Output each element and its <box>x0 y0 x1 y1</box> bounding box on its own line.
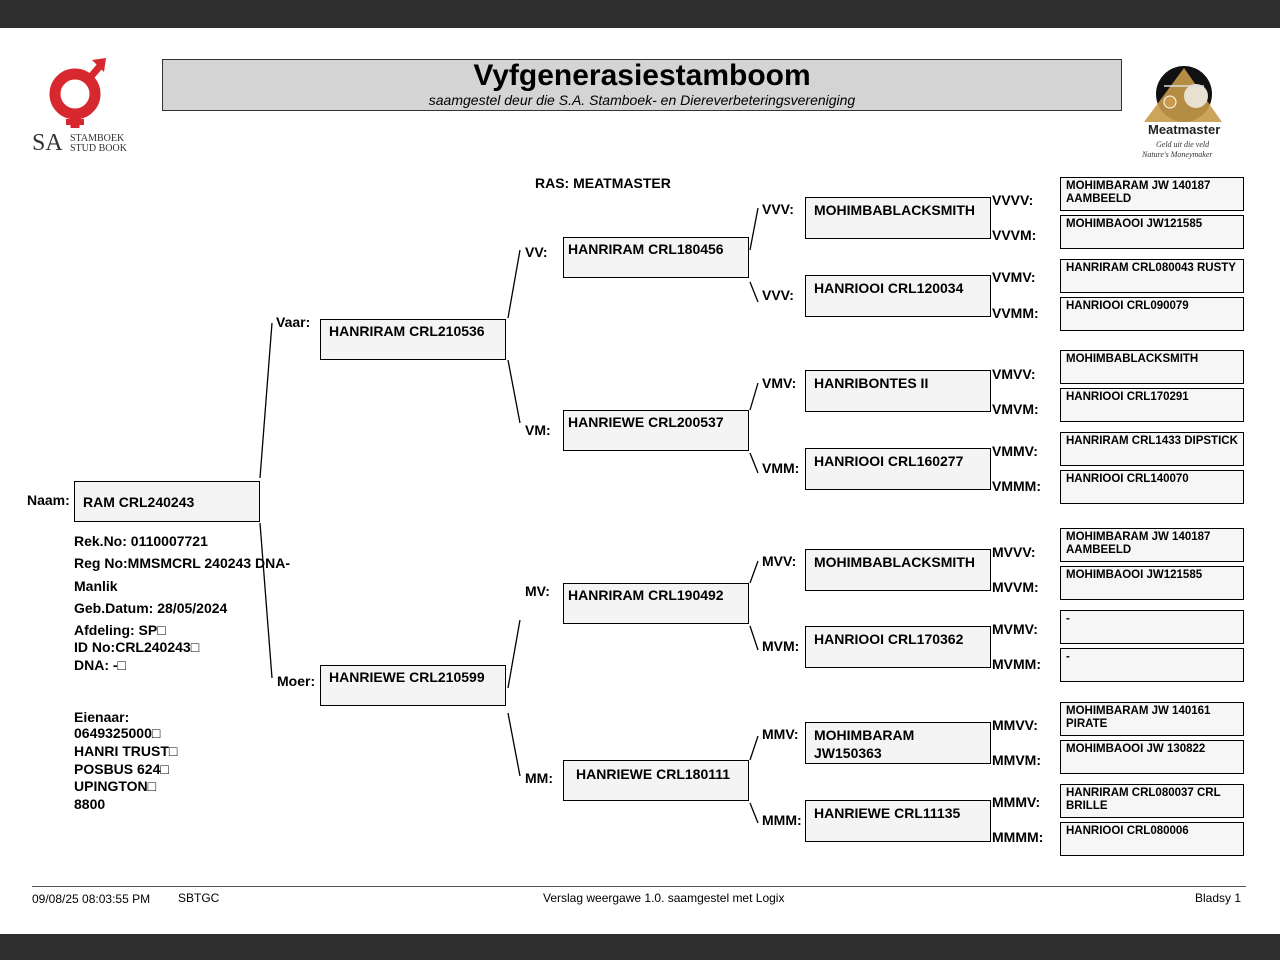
gen3-label: MVV: <box>762 553 797 569</box>
gen3-label: MMV: <box>762 726 799 742</box>
gen2-label: VM: <box>525 422 551 438</box>
gen4-label: MMVM: <box>992 752 1041 768</box>
owner-line: HANRI TRUST□ <box>74 743 178 759</box>
gen4-box: MOHIMBAOOI JW 130822 <box>1060 740 1244 774</box>
dam-box: HANRIEWE CRL210599 <box>320 665 506 706</box>
gen4-label: VVVV: <box>992 192 1034 208</box>
footer-page-number: Bladsy 1 <box>1195 891 1242 905</box>
sire-label: Vaar: <box>276 314 311 330</box>
gen4-box: MOHIMBARAM JW 140161 PIRATE <box>1060 702 1244 736</box>
sex: Manlik <box>74 578 118 594</box>
gen2-box: HANRIRAM CRL190492 <box>563 583 749 624</box>
gen4-box: MOHIMBAOOI JW121585 <box>1060 566 1244 600</box>
department: Afdeling: SP□ <box>74 622 166 638</box>
animal-name-box: RAM CRL240243 <box>74 481 260 522</box>
footer-divider <box>32 886 1246 887</box>
gen2-label: VV: <box>525 244 548 260</box>
gen4-box: MOHIMBABLACKSMITH <box>1060 350 1244 384</box>
gen2-box: HANRIEWE CRL180111 <box>563 760 749 801</box>
gen3-box <box>805 722 991 764</box>
gen4-label: MVMV: <box>992 621 1038 637</box>
gen3-box: HANRIOOI CRL160277 <box>805 448 991 490</box>
gen4-box: HANRIOOI CRL080006 <box>1060 822 1244 856</box>
sa-logo-line2: STUD BOOK <box>70 143 127 154</box>
gen4-label: MMVV: <box>992 717 1038 733</box>
page-subtitle: saamgestel deur die S.A. Stamboek- en Diereverbeteringsvereniging <box>428 92 856 108</box>
rek-no: Rek.No: 0110007721 <box>74 533 208 549</box>
reg-no: Reg No:MMSMCRL 240243 DNA- <box>74 555 290 571</box>
gen3-box: HANRIOOI CRL170362 <box>805 626 991 668</box>
gen4-label: VVVM: <box>992 227 1037 243</box>
owner-line: UPINGTON□ <box>74 778 157 794</box>
gen4-box: HANRIRAM CRL080037 CRL BRILLE <box>1060 784 1244 818</box>
meatmaster-brand: Meatmaster <box>1148 122 1221 137</box>
gen4-label: MMMV: <box>992 794 1041 810</box>
sa-logo-line1: STAMBOEK <box>70 133 125 144</box>
viewer-top-bar <box>0 0 1280 28</box>
gen4-label: VVMV: <box>992 269 1036 285</box>
gen3-label: VMM: <box>762 460 800 476</box>
footer-report: Verslag weergawe 1.0. saamgestel met Logix <box>543 891 785 905</box>
sire-box: HANRIRAM CRL210536 <box>320 319 506 360</box>
gen4-label: MMMM: <box>992 829 1044 845</box>
gen4-label: MVMM: <box>992 656 1041 672</box>
gen4-box: MOHIMBAOOI JW121585 <box>1060 215 1244 249</box>
dna: DNA: -□ <box>74 657 127 673</box>
gen4-box: - <box>1060 610 1244 644</box>
dam-label: Moer: <box>277 673 316 689</box>
gen4-box: MOHIMBARAM JW 140187 AAMBEELD <box>1060 528 1244 562</box>
gen4-box: HANRIRAM CRL080043 RUSTY <box>1060 259 1244 293</box>
owner-line: POSBUS 624□ <box>74 761 169 777</box>
meatmaster-tagline2: Nature's Moneymaker <box>1142 150 1213 159</box>
gen4-label: MVVV: <box>992 544 1036 560</box>
gen3-box: HANRIEWE CRL11135 <box>805 800 991 842</box>
gen3-box: HANRIOOI CRL120034 <box>805 275 991 317</box>
gen3-label: VMV: <box>762 375 797 391</box>
gen4-box: - <box>1060 648 1244 682</box>
meatmaster-tagline1: Geld uit die veld <box>1156 140 1210 149</box>
gen4-label: MVVM: <box>992 579 1039 595</box>
gen4-box: HANRIRAM CRL1433 DIPSTICK <box>1060 432 1244 466</box>
viewer-bottom-bar <box>0 934 1280 960</box>
gen3-label: MMM: <box>762 812 802 828</box>
gen2-label: MV: <box>525 583 550 599</box>
footer-org: SBTGC <box>178 891 220 905</box>
gen4-box: HANRIOOI CRL090079 <box>1060 297 1244 331</box>
gen3-label: VVV: <box>762 201 794 217</box>
name-label: Naam: <box>27 492 70 508</box>
gen3-box-text: MOHIMBARAM JW150363 <box>814 727 915 761</box>
gen4-label: VVMM: <box>992 305 1039 321</box>
gen4-box: MOHIMBARAM JW 140187 AAMBEELD <box>1060 177 1244 211</box>
gen3-label: VVV: <box>762 287 794 303</box>
pedigree-page <box>0 28 1280 934</box>
sa-logo-letters: SA <box>32 130 63 156</box>
id-no: ID No:CRL240243□ <box>74 639 200 655</box>
gen2-label: MM: <box>525 770 553 786</box>
gen4-label: VMVV: <box>992 366 1036 382</box>
breed-label: RAS: MEATMASTER <box>535 175 671 191</box>
gen4-label: VMMV: <box>992 443 1038 459</box>
gen4-label: VMVM: <box>992 401 1039 417</box>
gen3-label: MVM: <box>762 638 800 654</box>
gen4-label: VMMM: <box>992 478 1041 494</box>
gen3-box: MOHIMBABLACKSMITH <box>805 549 991 591</box>
footer-timestamp: 09/08/25 08:03:55 PM <box>32 892 151 906</box>
gen3-box: HANRIBONTES II <box>805 370 991 412</box>
gen4-box: HANRIOOI CRL140070 <box>1060 470 1244 504</box>
gen3-box: MOHIMBABLACKSMITH <box>805 197 991 239</box>
birth-date: Geb.Datum: 28/05/2024 <box>74 600 228 616</box>
page-title: Vyfgenerasiestamboom <box>473 59 811 92</box>
owner-line: 8800 <box>74 796 106 812</box>
owner-label: Eienaar: <box>74 709 130 725</box>
owner-line: 0649325000□ <box>74 725 161 741</box>
gen4-box: HANRIOOI CRL170291 <box>1060 388 1244 422</box>
gen2-box: HANRIEWE CRL200537 <box>563 410 749 451</box>
gen2-box: HANRIRAM CRL180456 <box>563 237 749 278</box>
